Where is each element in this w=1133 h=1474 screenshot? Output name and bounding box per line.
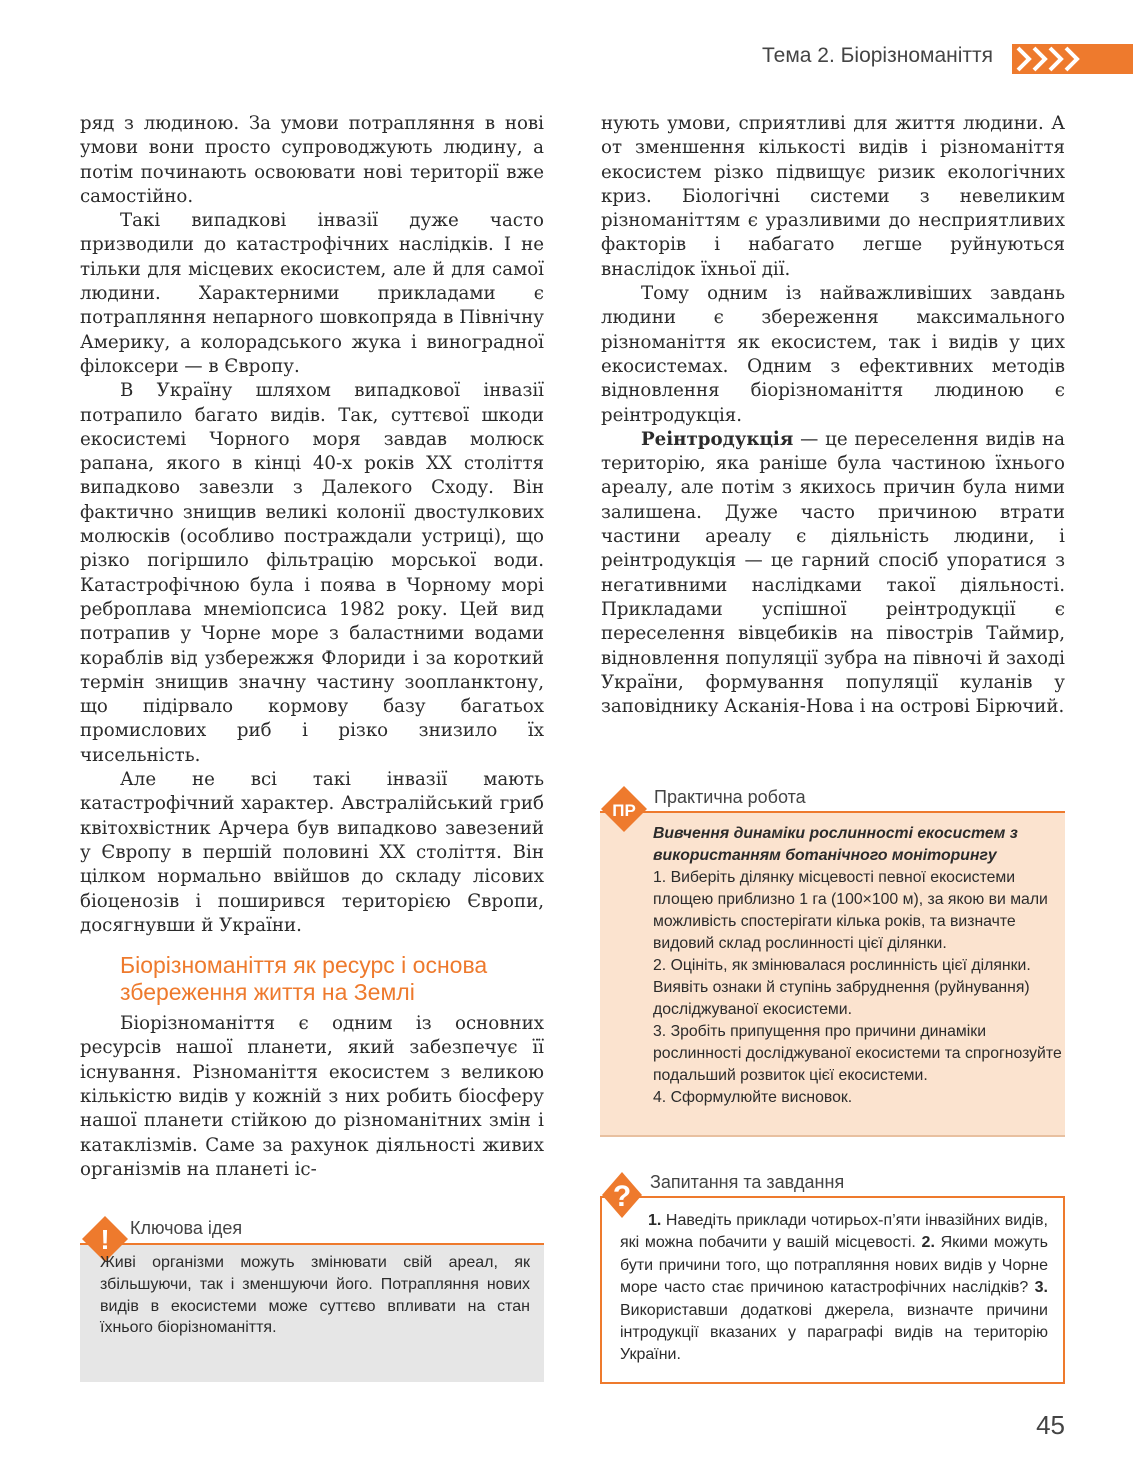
practical-work-step: 4. Сформулюйте висновок. bbox=[653, 1089, 853, 1106]
practical-work-divider bbox=[600, 811, 1065, 813]
practical-work-heading: Вивчення динаміки рослинності екосистем з використанням ботанічного моніторингу bbox=[653, 825, 1018, 864]
question-number: 1. bbox=[648, 1212, 662, 1229]
paragraph: Але не всі такі інвазії мають катастрофічний характер. Австралійський гриб квітохвістник Арчера був випадково завезений у Європу в першій половині XX століття. Він цілком нормально ввійшов до складу лісових біоценозів і поширився територією Європи, досягнувши й України. bbox=[80, 769, 544, 936]
paragraph: Такі випадкові інвазії дуже часто призводили до катастрофічних наслідків. І не тільки для місцевих екосистем, але й для самої людини. Характерними прикладами є потрапляння непарного шовкопряда в Північну Америку, а колорадського жука і виноградної філоксери — в Європу. bbox=[80, 210, 544, 377]
question-text: Використавши додаткові джерела, визначте причини інтродукції вказаних у параграфі видів на територію України. bbox=[620, 1301, 1048, 1364]
paragraph: В Україну шляхом випадкової інвазії потрапило багато видів. Так, суттєвої шкоди екосистемі Чорного моря завдав молюск рапана, якого в кінці 40-х років XX століття випадково завезли з Далекого Сходу. Він фактично знищив великі колонії двостулкових молюсків (особливо постраждали устриці), що різко погіршило фільтрацію морської води. Катастрофічною була і поява в Чорному морі реброплава мнеміопсиса 1982 року. Цей вид потрапив у Чорне море з баластними водами кораблів від узбережжя Флориди і за короткий термін знищив значну частину зоопланктону, що підірвало кормову базу багатьох промислових риб і різко знизило їх чисельність. bbox=[80, 380, 544, 766]
questions-box bbox=[600, 1170, 1065, 1384]
svg-text:!: ! bbox=[100, 1224, 110, 1255]
paragraph-text: — це переселення видів на територію, яка раніше була частиною їхнього ареалу, але потім з якихось причин була ними залишена. Дуже часто причиною втрати частини ареалу є діяльність людини, і реінтродукція — це гарний спосіб упоратися з негативними наслідками такої діяльності. Прикладами успішної реінтродукції є переселення вівцебиків на півострів Таймир, відновлення популяції зубра на півночі й заході України, формування популяції куланів у заповіднику Асканія-Нова і на острові Бірючий. bbox=[601, 428, 1065, 718]
paragraph: Біорізноманіття є одним із основних ресурсів нашої планети, який забезпечує її існування. Різноманіття екосистем з великою кількістю видів у кожній з них робить біосферу нашої планети стійкою до різноманітних змін і катаклізмів. Саме за рахунок діяльності живих організмів на планеті іс- bbox=[80, 1013, 544, 1180]
practical-work-box bbox=[600, 785, 1065, 1135]
questions-title: Запитання та завдання bbox=[650, 1172, 845, 1192]
practical-work-step: 1. Виберіть ділянку місцевості певної екосистеми площею приблизно 1 га (100×100 м), за якою ви мали можливість спостерігати кілька років, та визначте видовий склад рослинності цієї ділянки. bbox=[653, 869, 1048, 952]
svg-text:ПР: ПР bbox=[612, 801, 636, 820]
practical-work-title: Практична робота bbox=[654, 787, 806, 807]
svg-text:?: ? bbox=[612, 1180, 632, 1213]
key-idea-box bbox=[80, 1218, 544, 1382]
right-column bbox=[601, 112, 1065, 719]
page-number: 45 bbox=[1036, 1410, 1065, 1440]
term-reintroduction: Реінтродукція bbox=[641, 428, 794, 450]
key-idea-text: Живі організми можуть змінювати свій ареал, як збільшуючи, так і зменшуючи його. Потрапляння нових видів в екосистеми може суттєво впливати на стан їхнього біорізноманіття. bbox=[100, 1254, 530, 1337]
question-text: Якими можуть бути причини того, що потрапляння нових видів у Чорне море часто стає причиною катастрофічних наслідків? bbox=[620, 1234, 1048, 1297]
practical-work-icon bbox=[600, 785, 648, 833]
section-heading: Біорізноманіття як ресурс і основа збереження життя на Землі bbox=[120, 952, 488, 1006]
practical-work-content bbox=[653, 823, 1066, 1109]
practical-work-step: 3. Зробіть припущення про причини динаміки рослинності досліджуваної екосистеми та спрогнозуйте подальший розвиток цієї екосистеми. bbox=[653, 1023, 1062, 1084]
questions-content bbox=[620, 1210, 1048, 1367]
paragraph: Тому одним із найважливіших завдань людини є збереження максимального різноманіття як екосистем, так і видів у цих екосистемах. Одним з ефективних методів відновлення біорізноманіття людиною є реінтродукція. bbox=[601, 283, 1065, 426]
key-idea-title: Ключова ідея bbox=[130, 1218, 243, 1238]
question-number: 2. bbox=[921, 1234, 935, 1252]
chevron-arrows-icon bbox=[1012, 44, 1133, 74]
question-text: Наведіть приклади чотирьох-п’яти інвазійних видів, які можна побачити у вашій місцевості. bbox=[620, 1212, 1048, 1252]
key-idea-divider bbox=[80, 1243, 544, 1245]
topic-title: Тема 2. Біорізноманіття bbox=[762, 44, 993, 67]
left-column bbox=[80, 112, 544, 1182]
question-number: 3. bbox=[1034, 1279, 1048, 1297]
paragraph: нують умови, сприятливі для життя людини. А от зменшення кількості видів і різноманіття екосистем різко підвищує ризик екологічних криз. Біологічні системи з невеликим різноманіттям є уразливими до несприятливих факторів і набагато легше руйнуються внаслідок їхньої дії. bbox=[601, 113, 1065, 280]
paragraph bbox=[601, 428, 1065, 720]
practical-work-step: 2. Оцініть, як змінювалася рослинність цієї ділянки. Виявіть ознаки й ступінь забруднення (руйнування) досліджуваної екосистеми. bbox=[653, 957, 1031, 1018]
paragraph: ряд з людиною. За умови потрапляння в нові умови вони просто супроводжують людину, а потім починають освоювати нові території вже самостійно. bbox=[80, 113, 544, 207]
